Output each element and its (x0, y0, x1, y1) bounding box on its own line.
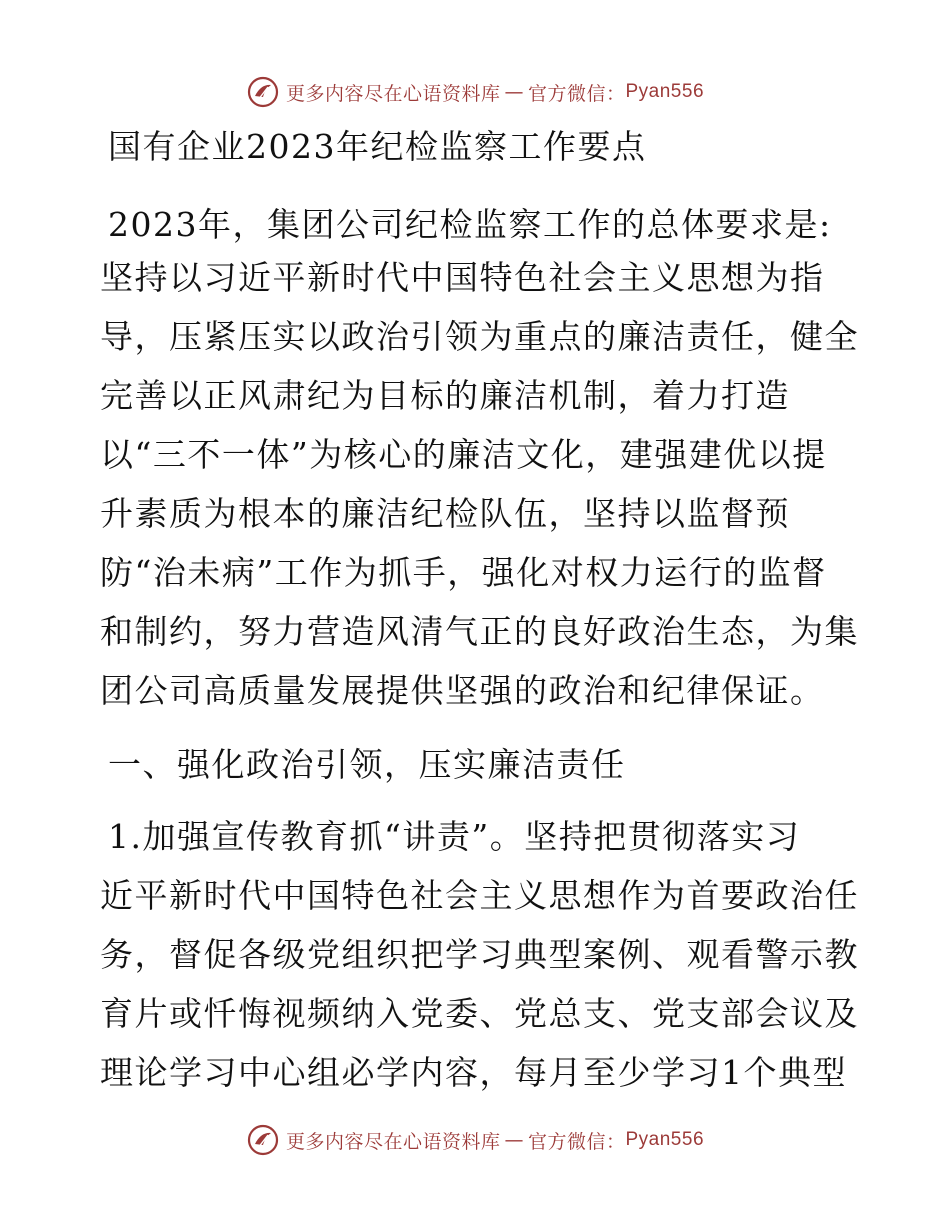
brand-logo-icon (246, 75, 280, 109)
item-line: 务，督促各级党组织把学习典型案例、观看警示教 (100, 935, 859, 974)
intro-line: 团公司高质量发展提供坚强的政治和纪律保证。 (100, 671, 825, 710)
footer-banner (0, 1120, 950, 1160)
item-line: 1.加强宣传教育抓“讲责”。坚持把贯彻落实习 (108, 817, 801, 856)
banner-separator: — (504, 1129, 524, 1151)
item-line: 育片或忏悔视频纳入党委、党总支、党支部会议及 (100, 994, 859, 1033)
intro-line: 升素质为根本的廉洁纪检队伍，坚持以监督预 (100, 494, 790, 533)
banner-slogan: 更多内容尽在心语资料库 (285, 82, 501, 105)
intro-line: 以“三不一体”为核心的廉洁文化，建强建优以提 (100, 435, 827, 474)
intro-line: 导，压紧压实以政治引领为重点的廉洁责任，健全 (100, 317, 859, 356)
intro-line: 完善以正风肃纪为目标的廉洁机制，着力打造 (100, 376, 790, 415)
item-line: 理论学习中心组必学内容，每月至少学习1个典型 (100, 1053, 847, 1092)
intro-line: 防“治未病”工作为抓手，强化对权力运行的监督 (100, 553, 827, 592)
banner-wechat-id: Pyan556 (625, 81, 705, 102)
banner-wechat-label: 官方微信： (527, 82, 626, 105)
brand-logo-icon (246, 1123, 280, 1157)
banner-wechat-label: 官方微信： (527, 1130, 626, 1153)
intro-line: 2023年，集团公司纪检监察工作的总体要求是: (108, 205, 832, 244)
intro-line: 坚持以习近平新时代中国特色社会主义思想为指 (100, 258, 825, 297)
banner-slogan: 更多内容尽在心语资料库 (285, 1130, 501, 1153)
item-line: 近平新时代中国特色社会主义思想作为首要政治任 (100, 876, 859, 915)
banner-wechat-id: Pyan556 (625, 1129, 705, 1150)
header-banner (0, 72, 950, 112)
document-title: 国有企业2023年纪检监察工作要点 (108, 127, 647, 166)
section-heading: 一、强化政治引领，压实廉洁责任 (108, 745, 626, 784)
banner-separator: — (504, 81, 524, 103)
intro-line: 和制约，努力营造风清气正的良好政治生态，为集 (100, 612, 859, 651)
